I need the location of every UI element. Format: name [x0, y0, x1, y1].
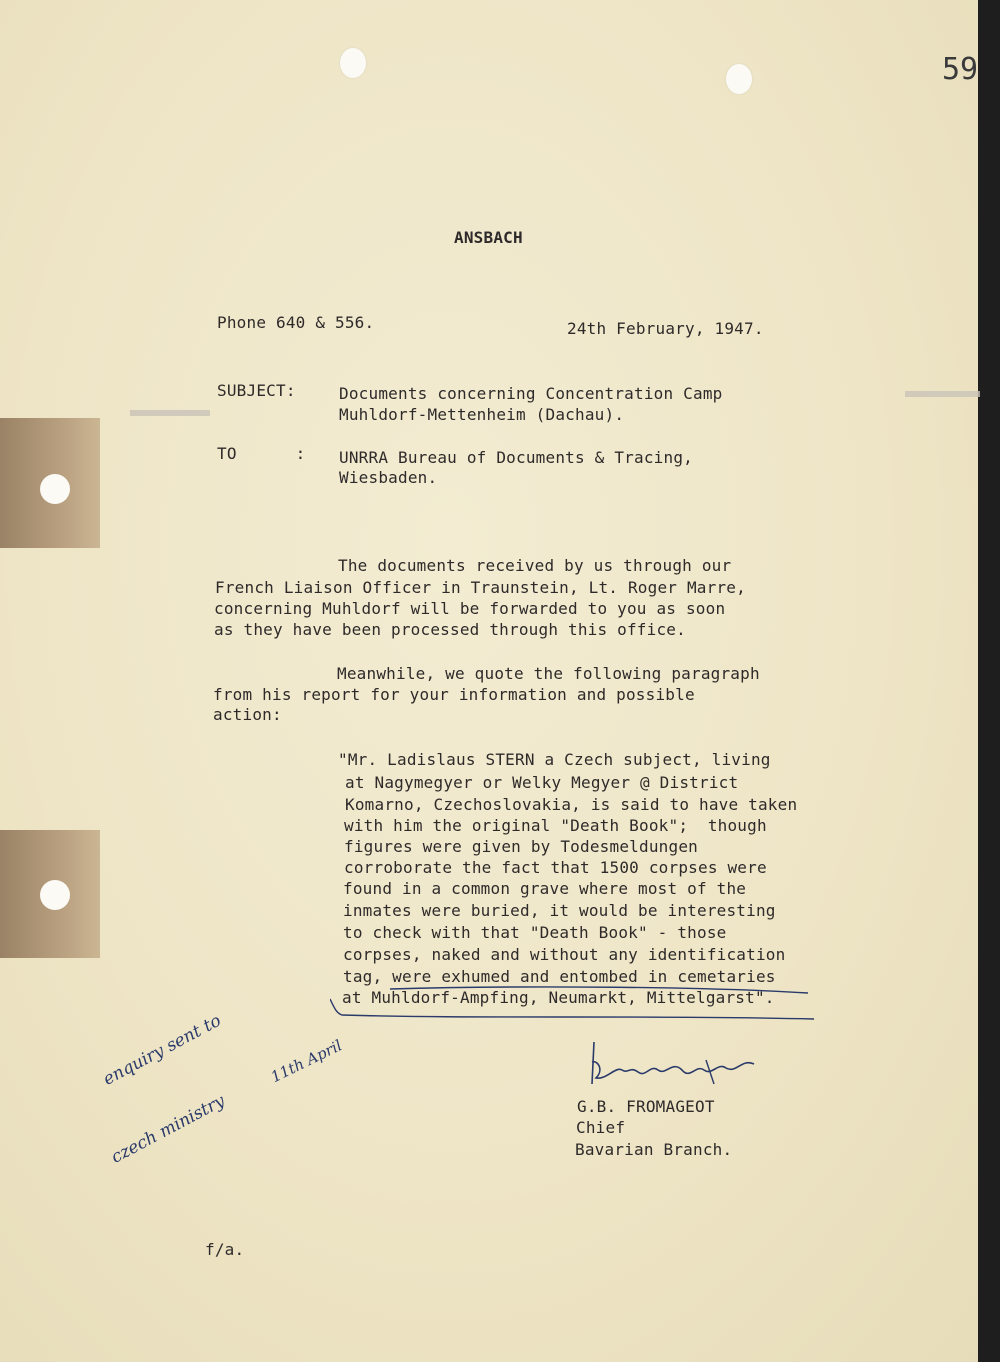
letter-date: 24th February, 1947. [567, 319, 764, 338]
ink-smudge [130, 410, 210, 416]
paragraph-line: French Liaison Officer in Traunstein, Lt. Roger Marre, [215, 578, 746, 597]
ink-smudge [905, 391, 980, 397]
page-number: 59 [942, 52, 979, 87]
paragraph-line: concerning Muhldorf will be forwarded to you as soon [214, 599, 726, 618]
subject-line: Documents concerning Concentration Camp [339, 384, 723, 403]
subject-label: SUBJECT: [217, 381, 296, 400]
signatory-branch: Bavarian Branch. [575, 1140, 733, 1159]
punch-hole [340, 48, 366, 78]
binder-tab-bottom [0, 830, 100, 958]
signatory-title: Chief [576, 1118, 626, 1137]
footer-initials: f/a. [205, 1240, 245, 1259]
quote-line: at Muhldorf-Ampfing, Neumarkt, Mittelgarst". [342, 988, 775, 1007]
handwritten-signature [586, 1040, 766, 1096]
to-line: Wiesbaden. [339, 468, 438, 487]
signatory-name: G.B. FROMAGEOT [577, 1097, 715, 1116]
handwritten-note: 11th April [268, 1036, 345, 1087]
quote-line: figures were given by Todesmeldungen [344, 837, 698, 856]
handwritten-note: enquiry sent to [100, 1010, 225, 1090]
handwritten-note: czech ministry [108, 1091, 229, 1168]
quote-line: at Nagymegyer or Welky Megyer @ District [345, 773, 739, 792]
paragraph-line: The documents received by us through our [338, 556, 732, 575]
quote-line: corroborate the fact that 1500 corpses were [344, 858, 767, 877]
subject-line: Muhldorf-Mettenheim (Dachau). [339, 405, 625, 424]
quote-line: inmates were buried, it would be interesting [343, 901, 776, 920]
quote-line: Komarno, Czechoslovakia, is said to have taken [345, 795, 798, 814]
letter-heading: ANSBACH [454, 228, 523, 247]
quote-line: corpses, naked and without any identification [343, 945, 786, 964]
paragraph-line: Meanwhile, we quote the following paragraph [337, 664, 760, 683]
binder-tab-top [0, 418, 100, 548]
paragraph-line: action: [213, 705, 282, 724]
quote-line: to check with that "Death Book" - those [343, 923, 727, 942]
punch-hole [726, 64, 752, 94]
paragraph-line: from his report for your information and possible [213, 685, 695, 704]
paragraph-line: as they have been processed through this office. [214, 620, 686, 639]
quote-line: tag, were exhumed and entombed in cemetaries [343, 967, 776, 986]
pen-underline [330, 985, 820, 1025]
scan-edge [978, 0, 1000, 1362]
to-line: UNRRA Bureau of Documents & Tracing, [339, 448, 693, 467]
quote-line: found in a common grave where most of the [343, 879, 747, 898]
phone-line: Phone 640 & 556. [217, 313, 375, 332]
to-label: TO : [217, 444, 306, 463]
quote-line: with him the original "Death Book"; though [344, 816, 767, 835]
quote-line: "Mr. Ladislaus STERN a Czech subject, living [338, 750, 771, 769]
